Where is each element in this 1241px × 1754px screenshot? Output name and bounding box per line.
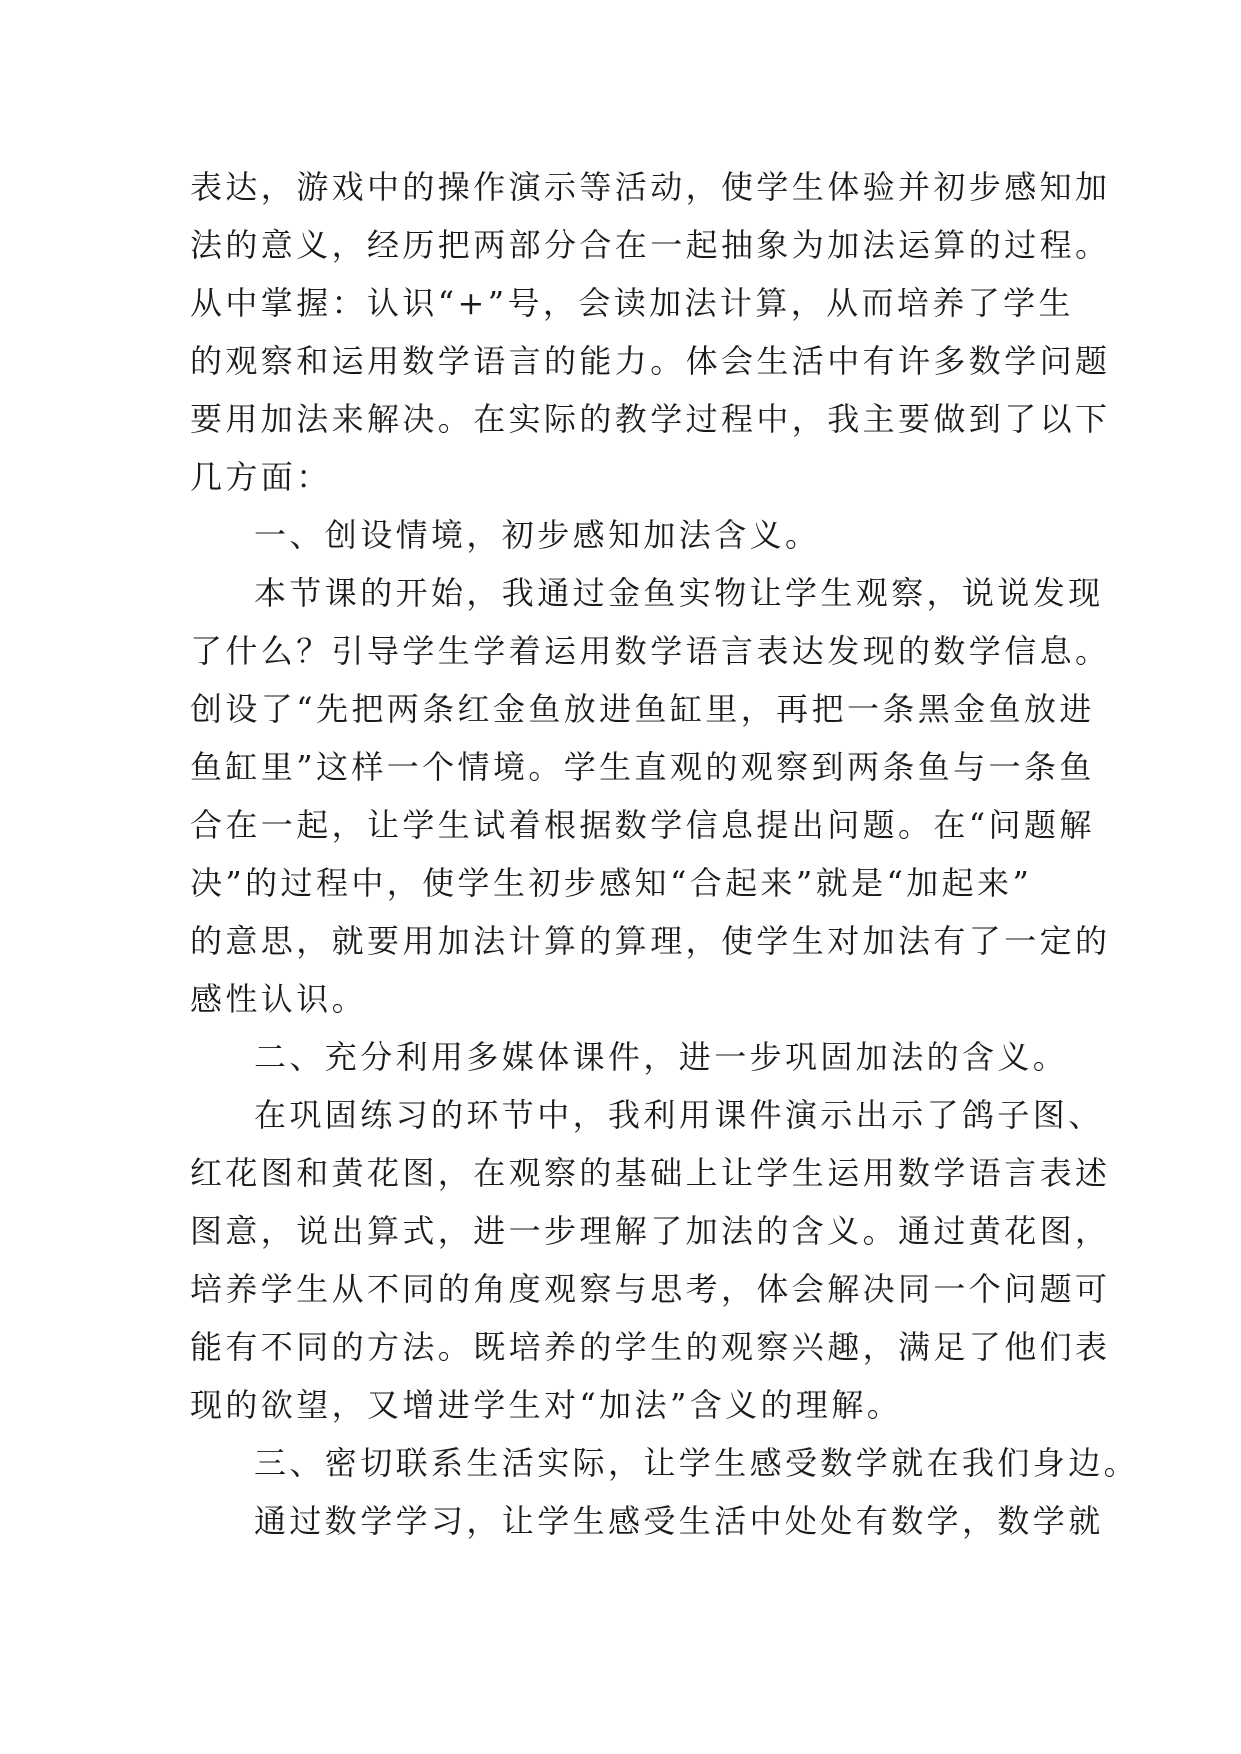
section-heading: 三、密切联系生活实际，让学生感受数学就在我们身边。	[254, 1444, 1140, 1482]
text-line: 在巩固练习的环节中，我利用课件演示出示了鸽子图、	[254, 1096, 1104, 1134]
text-line: 培养学生从不同的角度观察与思考，体会解决同一个问题可	[190, 1270, 1111, 1308]
text-line: 法的意义，经历把两部分合在一起抽象为加法运算的过程。	[190, 226, 1111, 264]
text-line: 表达，游戏中的操作演示等活动，使学生体验并初步感知加	[190, 168, 1111, 206]
text-line: 决”的过程中，使学生初步感知“合起来”就是“加起来”	[190, 864, 1033, 902]
text-line: 的观察和运用数学语言的能力。体会生活中有许多数学问题	[190, 342, 1111, 380]
text-line: 能有不同的方法。既培养的学生的观察兴趣，满足了他们表	[190, 1328, 1111, 1366]
section-heading: 二、充分利用多媒体课件，进一步巩固加法的含义。	[254, 1038, 1069, 1076]
text-line: 感性认识。	[190, 980, 368, 1018]
section-heading: 一、创设情境，初步感知加法含义。	[254, 516, 821, 554]
text-line: 了什么？引导学生学着运用数学语言表达发现的数学信息。	[190, 632, 1111, 670]
text-line: 图意，说出算式，进一步理解了加法的含义。通过黄花图，	[190, 1212, 1111, 1250]
text-line: 鱼缸里”这样一个情境。学生直观的观察到两条鱼与一条鱼	[190, 748, 1095, 786]
text-line: 红花图和黄花图，在观察的基础上让学生运用数学语言表述	[190, 1154, 1111, 1192]
text-line: 合在一起，让学生试着根据数学信息提出问题。在“问题解	[190, 806, 1095, 844]
text-line: 通过数学学习，让学生感受生活中处处有数学，数学就	[254, 1502, 1104, 1540]
text-line: 的意思，就要用加法计算的算理，使学生对加法有了一定的	[190, 922, 1111, 960]
text-line: 几方面：	[190, 458, 332, 496]
text-line: 创设了“先把两条红金鱼放进鱼缸里，再把一条黑金鱼放进	[190, 690, 1095, 728]
text-line: 从中掌握：认识“+”号，会读加法计算，从而培养了学生	[190, 284, 1074, 322]
text-line: 要用加法来解决。在实际的教学过程中，我主要做到了以下	[190, 400, 1111, 438]
text-line: 现的欲望，又增进学生对“加法”含义的理解。	[190, 1386, 903, 1424]
text-line: 本节课的开始，我通过金鱼实物让学生观察，说说发现	[254, 574, 1104, 612]
